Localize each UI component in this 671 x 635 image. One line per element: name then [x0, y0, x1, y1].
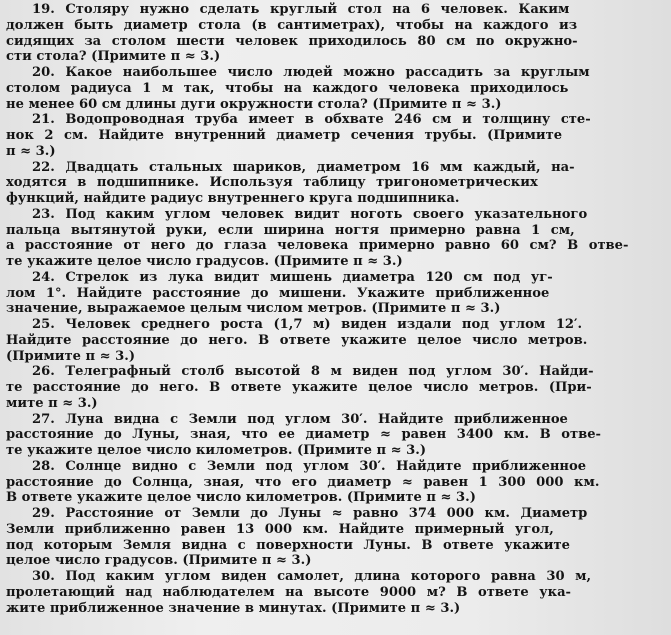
problem-line: нок 2 см. Найдите внутренний диаметр сечения трубы. (Примите — [6, 128, 563, 143]
problem-line: целое число градусов. (Примите π ≈ 3.) — [6, 553, 312, 569]
problem-line: 25. Человек среднего роста (1,7 м) виден издали под углом 12′. — [32, 317, 583, 332]
problem-line: те укажите целое число километров. (Примите π ≈ 3.) — [6, 443, 427, 458]
problem-line: 26. Телеграфный столб высотой 8 м виден под углом 30′. Найди- — [32, 364, 594, 380]
problem-line: 19. Столяру нужно сделать круглый стол на 6 человек. Каким — [32, 2, 570, 17]
problem-line: (Примите π ≈ 3.) — [6, 348, 136, 364]
problem-line: должен быть диаметр стола (в сантиметрах), чтобы на каждого из — [6, 17, 578, 33]
problem-19 — [6, 2, 665, 65]
problem-line: сидящих за столом шести человек приходилось 80 см по окружно- — [6, 33, 578, 49]
problem-line: жите приближенное значение в минутах. (Примите π ≈ 3.) — [6, 600, 461, 616]
problem-line: 22. Двадцать стальных шариков, диаметром 16 мм каждый, на- — [32, 159, 575, 175]
problem-24 — [6, 270, 665, 317]
problem-line: 29. Расстояние от Земли до Луны ≈ равно 374 000 км. Диаметр — [32, 506, 588, 521]
problem-line: ходятся в подшипнике. Используя таблицу тригонометрических — [6, 175, 538, 191]
problem-line: не менее 60 см длины дуги окружности стола? (Примите π ≈ 3.) — [6, 96, 502, 112]
problem-line: пальца вытянутой руки, если ширина ногтя примерно равна 1 см, — [6, 222, 575, 238]
problem-line: 24. Стрелок из лука видит мишень диаметра 120 см под уг- — [32, 269, 553, 285]
problem-25 — [6, 317, 665, 364]
problem-29 — [6, 506, 665, 569]
problem-line: 20. Какое наибольшее число людей можно рассадить за круглым — [32, 65, 590, 80]
problem-line: пролетающий над наблюдателем на высоте 9000 м? В ответе ука- — [6, 584, 571, 600]
problem-28 — [6, 459, 665, 506]
problem-27 — [6, 412, 665, 459]
problem-line: а расстояние от него до глаза человека примерно равно 60 см? В отве- — [6, 238, 629, 254]
problem-line: лом 1°. Найдите расстояние до мишени. Укажите приближенное — [6, 285, 550, 301]
problem-line: π ≈ 3.) — [6, 143, 56, 159]
problem-line: под которым Земля видна с поверхности Луны. В ответе укажите — [6, 537, 570, 553]
problem-line: столом радиуса 1 м так, чтобы на каждого человека приходилось — [6, 80, 569, 96]
problem-21 — [6, 112, 665, 159]
problem-line: Найдите расстояние до него. В ответе укажите целое число метров. — [6, 332, 588, 348]
problem-line: функций, найдите радиус внутреннего круга подшипника. — [6, 191, 460, 206]
problem-line: мите π ≈ 3.) — [6, 395, 98, 411]
problem-26 — [6, 364, 665, 411]
problem-line: 28. Солнце видно с Земли под углом 30′. Найдите приближенное — [32, 458, 587, 474]
problem-23 — [6, 207, 665, 270]
problem-30 — [6, 569, 665, 616]
problem-line: 30. Под каким углом виден самолет, длина которого равна 30 м, — [32, 569, 592, 584]
problem-line: сти стола? (Примите π ≈ 3.) — [6, 49, 221, 65]
problem-line: 23. Под каким углом человек видит ноготь своего указательного — [32, 206, 588, 222]
problem-22 — [6, 160, 665, 207]
problem-line: 27. Луна видна с Земли под углом 30′. Найдите приближенное — [32, 411, 568, 427]
problem-line: В ответе укажите целое число километров. (Примите π ≈ 3.) — [6, 490, 476, 506]
problem-line: расстояние до Солнца, зная, что его диаметр ≈ равен 1 300 000 км. — [6, 474, 600, 490]
problem-line: те укажите целое число градусов. (Примите π ≈ 3.) — [6, 254, 403, 269]
problem-line: те расстояние до него. В ответе укажите целое число метров. (При- — [6, 380, 592, 395]
problem-line: 21. Водопроводная труба имеет в обхвате 246 см и толщину сте- — [32, 112, 591, 128]
problem-line: значение, выражаемое целым числом метров. (Примите π ≈ 3.) — [6, 301, 501, 317]
problem-20 — [6, 65, 665, 112]
problem-line: расстояние до Луны, зная, что ее диаметр ≈ равен 3400 км. В отве- — [6, 427, 601, 443]
problem-line: Земли приближенно равен 13 000 км. Найдите примерный угол, — [6, 521, 554, 537]
